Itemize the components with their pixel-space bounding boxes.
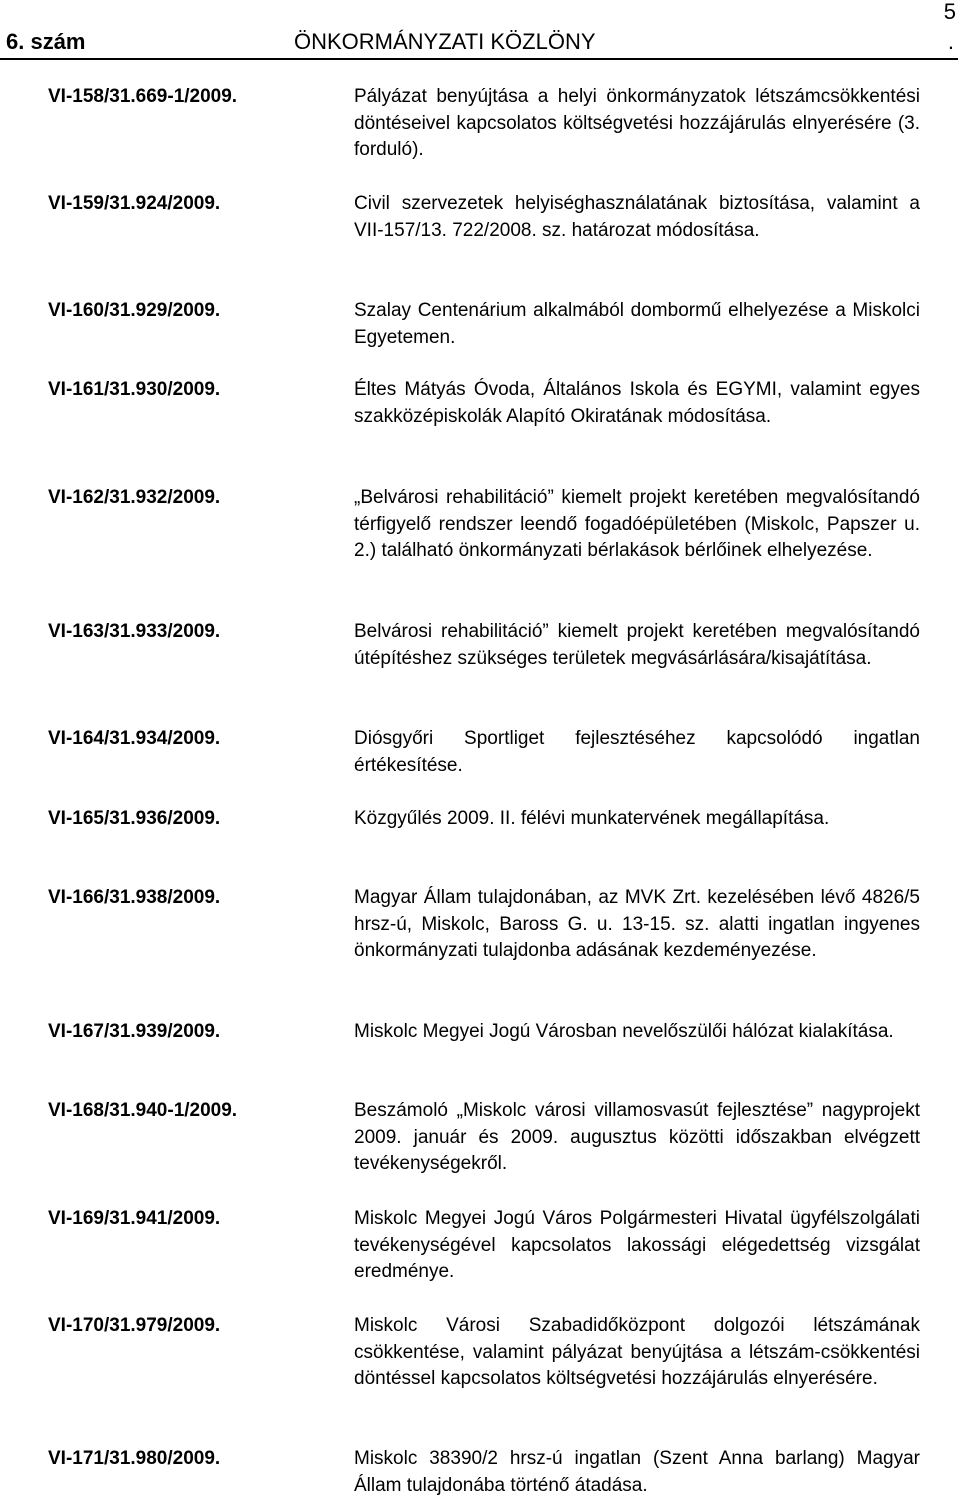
resolution-text: Beszámoló „Miskolc városi villamosvasút fejlesztése” nagyprojekt 2009. január és 2009. augusztus közötti időszakban elvégzett tevékenységekről. bbox=[354, 1100, 920, 1174]
resolution-id: VI-158/31.669-1/2009. bbox=[48, 86, 238, 107]
issue-number: 6. szám bbox=[6, 29, 86, 54]
resolution-id: VI-163/31.933/2009. bbox=[48, 621, 221, 642]
resolution-id: VI-164/31.934/2009. bbox=[48, 728, 221, 749]
resolution-id: VI-170/31.979/2009. bbox=[48, 1315, 221, 1336]
resolution-id: VI-171/31.980/2009. bbox=[48, 1448, 221, 1469]
resolution-text: Diósgyőri Sportliget fejlesztéséhez kapcsolódó ingatlan értékesítése. bbox=[354, 728, 920, 776]
resolution-id: VI-162/31.932/2009. bbox=[48, 487, 221, 508]
resolution-id: VI-165/31.936/2009. bbox=[48, 808, 221, 829]
resolution-id: VI-168/31.940-1/2009. bbox=[48, 1100, 238, 1121]
resolution-id: VI-159/31.924/2009. bbox=[48, 193, 221, 214]
page-header bbox=[0, 0, 960, 60]
resolution-text: „Belvárosi rehabilitáció” kiemelt projekt keretében megvalósítandó térfigyelő rendszer leendő fogadóépületében (Miskolc, Papszer u. 2.) található önkormányzati bérlakások bérlőinek elhelyezése. bbox=[354, 487, 920, 561]
header-dot: . bbox=[947, 29, 954, 54]
resolution-id: VI-166/31.938/2009. bbox=[48, 887, 221, 908]
resolution-text: Pályázat benyújtása a helyi önkormányzatok létszámcsökkentési döntéseivel kapcsolatos költségvetési hozzájárulás elnyerésére (3. forduló). bbox=[354, 86, 920, 160]
resolution-text: Belvárosi rehabilitáció” kiemelt projekt keretében megvalósítandó útépítéshez szükséges területek megvásárlására/kisajátítása. bbox=[354, 621, 920, 669]
resolution-text: Civil szervezetek helyiséghasználatának biztosítása, valamint a VII-157/13. 722/2008. sz. határozat módosítása. bbox=[354, 193, 920, 241]
header-rule bbox=[0, 58, 958, 60]
resolution-text: Miskolc Megyei Jogú Városban nevelőszülői hálózat kialakítása. bbox=[354, 1021, 894, 1042]
resolution-id: VI-169/31.941/2009. bbox=[48, 1208, 221, 1229]
resolution-text: Közgyűlés 2009. II. félévi munkatervének megállapítása. bbox=[354, 808, 830, 829]
resolution-text: Miskolc Városi Szabadidőközpont dolgozói létszámának csökkentése, valamint pályázat benyújtása a létszám-csökkentési döntéssel kapcsolatos költségvetési hozzájárulás elnyerésére. bbox=[354, 1315, 920, 1389]
resolution-text: Éltes Mátyás Óvoda, Általános Iskola és EGYMI, valamint egyes szakközépiskolák Alapító Okiratának módosítása. bbox=[354, 379, 920, 427]
resolution-text: Miskolc Megyei Jogú Város Polgármesteri Hivatal ügyfélszolgálati tevékenységével kapcsolatos lakossági elégedettség vizsgálat eredménye. bbox=[354, 1208, 920, 1282]
journal-title: ÖNKORMÁNYZATI KÖZLÖNY bbox=[294, 29, 596, 54]
resolution-text: Magyar Állam tulajdonában, az MVK Zrt. kezelésében lévő 4826/5 hrsz-ú, Miskolc, Baross G. u. 13-15. sz. alatti ingatlan ingyenes önkormányzati tulajdonba adásának kezdeményezése. bbox=[354, 887, 920, 961]
resolution-text: Miskolc 38390/2 hrsz-ú ingatlan (Szent Anna barlang) Magyar Állam tulajdonába történő átadása. bbox=[354, 1448, 920, 1496]
resolution-id: VI-160/31.929/2009. bbox=[48, 300, 221, 321]
resolution-id: VI-161/31.930/2009. bbox=[48, 379, 221, 400]
resolution-id: VI-167/31.939/2009. bbox=[48, 1021, 221, 1042]
page-number: 5 bbox=[943, 0, 956, 24]
resolution-text: Szalay Centenárium alkalmából dombormű elhelyezése a Miskolci Egyetemen. bbox=[354, 300, 920, 348]
